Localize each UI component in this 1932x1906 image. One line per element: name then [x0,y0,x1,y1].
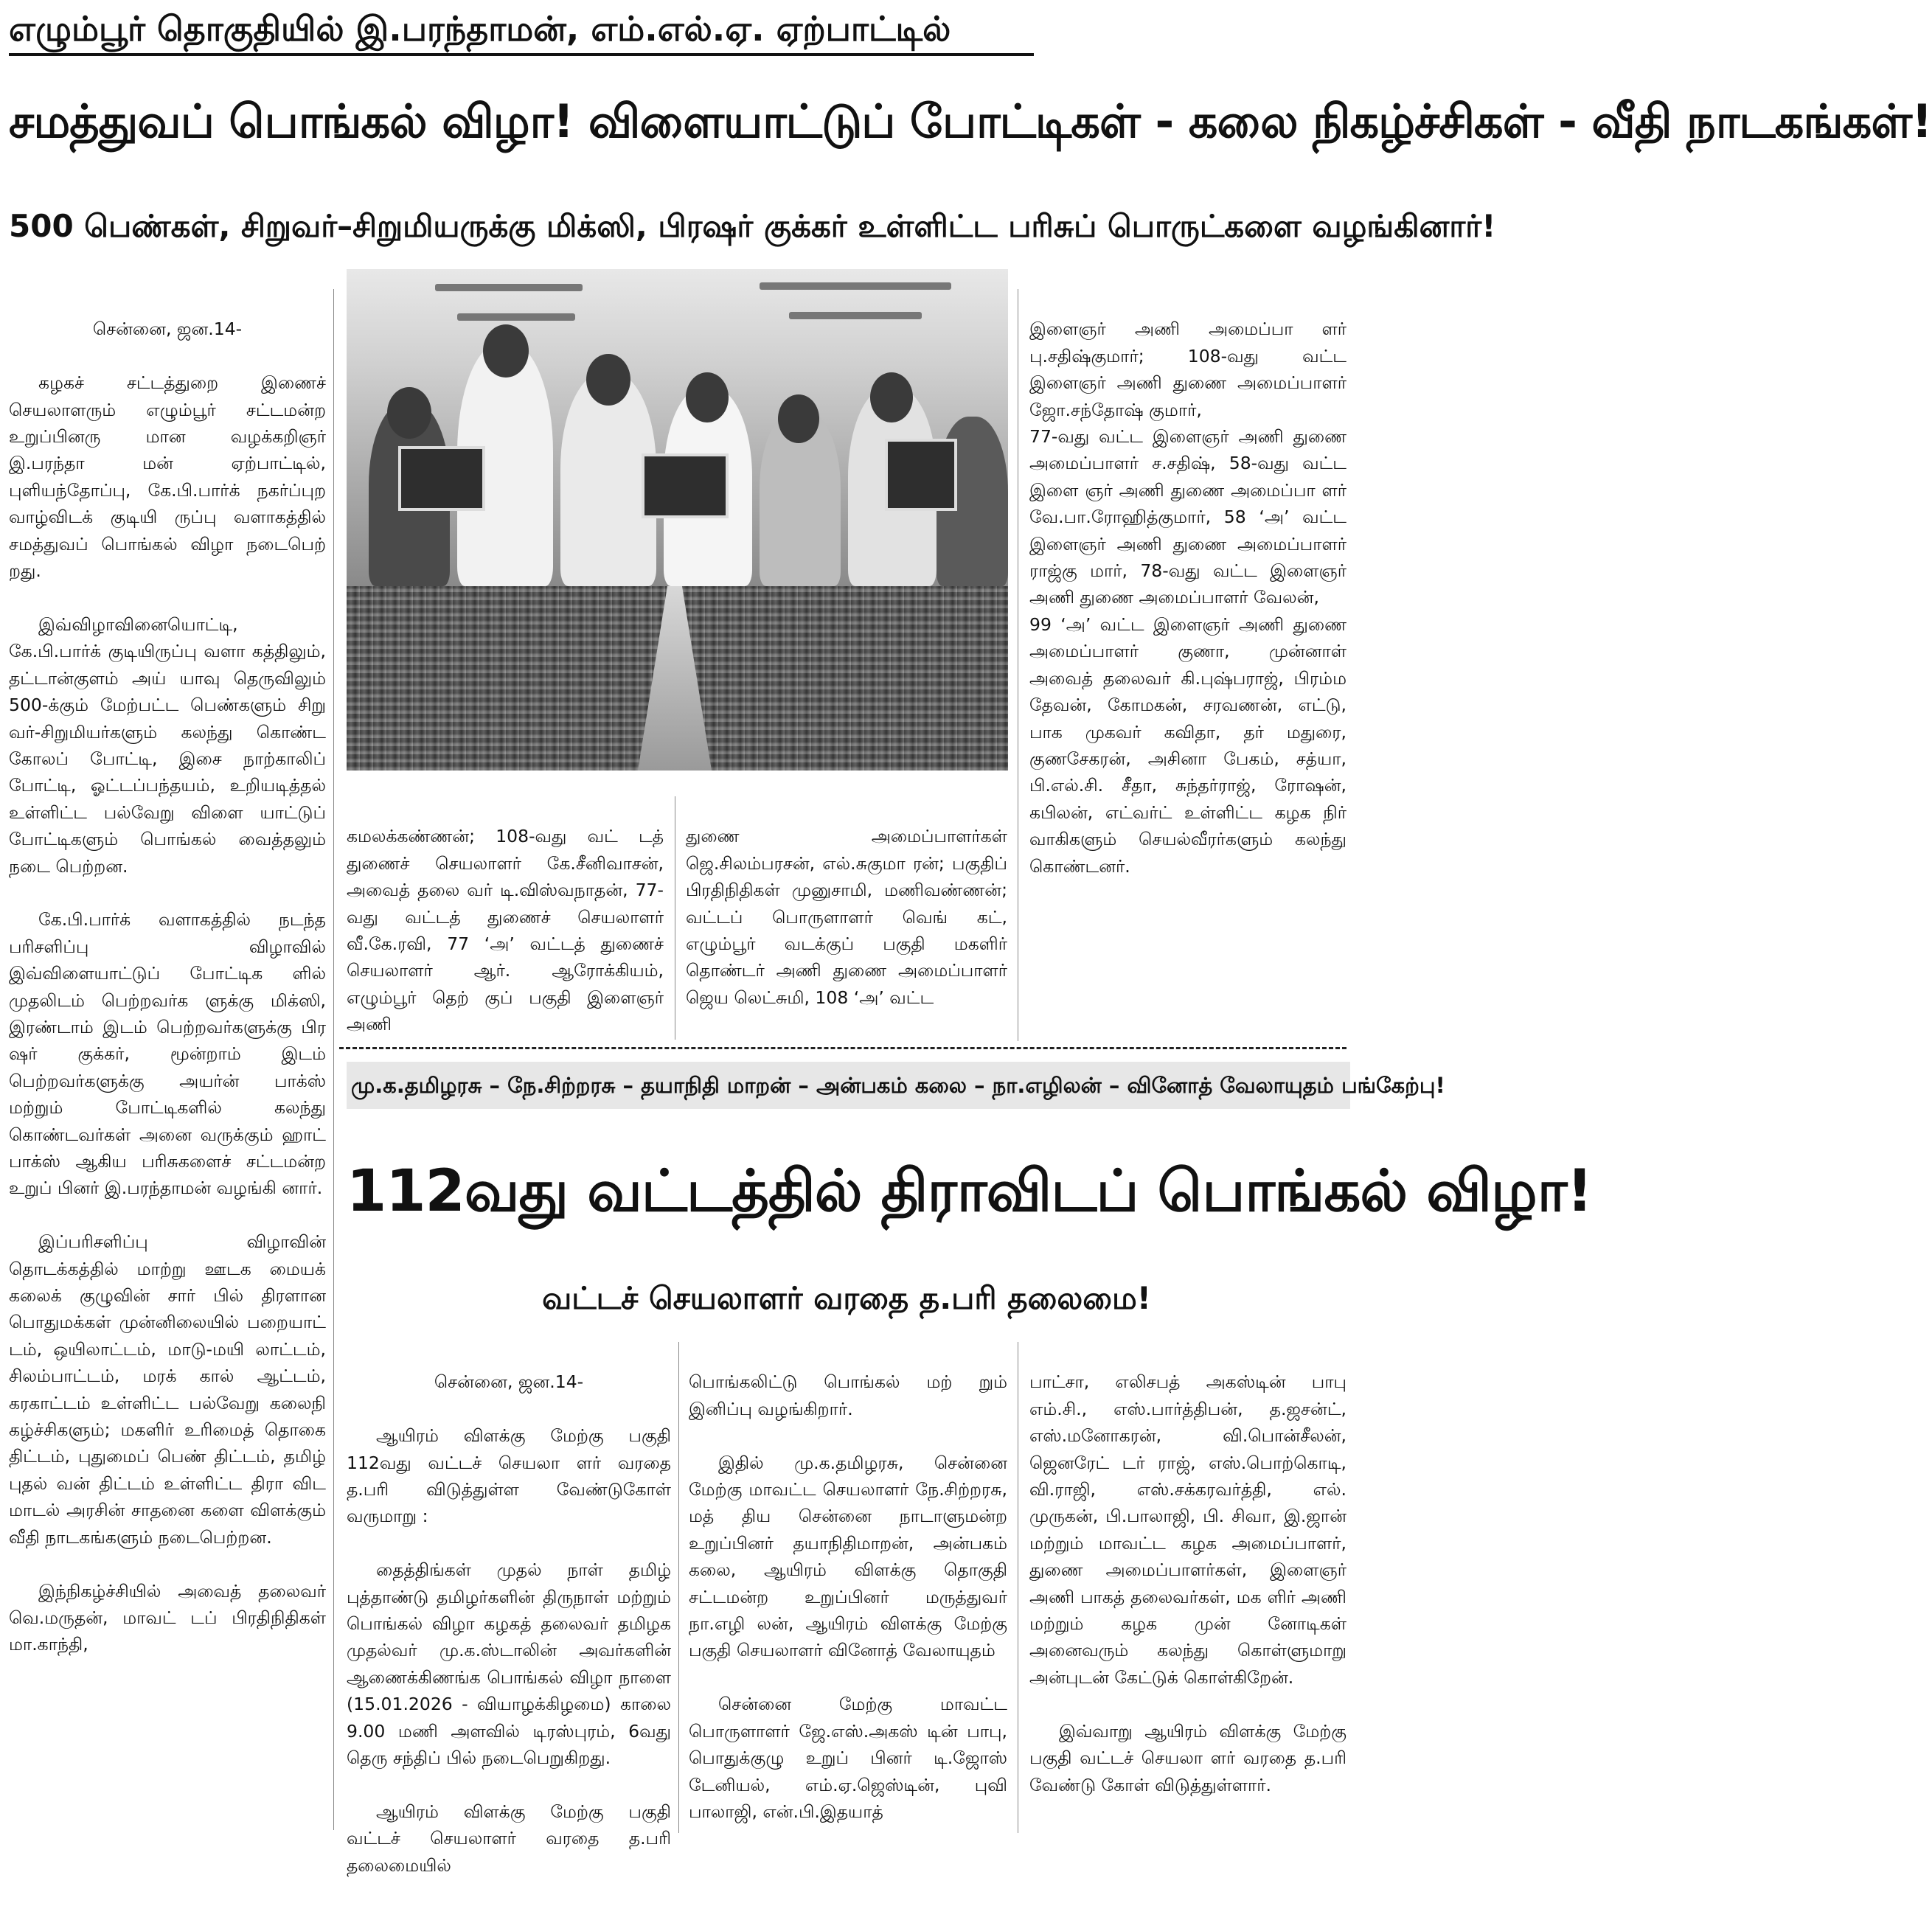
article2-paragraph: இதில் மு.க.தமிழரசு, சென்னை மேற்கு மாவட்ட செயலாளர் நே.சிற்றரசு, மத் திய சென்னை நாடாளுமன்ற உறுப்பினர் தயாநிதிமாறன், அன்பகம் கலை, ஆயிரம் விளக்கு தொகுதி சட்டமன்ற உறுப்பினர் மருத்துவர் நா.எழி லன், ஆயிரம் விளக்கு மேற்கு பகுதி செயலாளர் வினோத் வேலாயுதம் [689,1452,1007,1661]
article1-middle-column-1 [347,796,664,1040]
article1-middle-column-2 [686,796,1007,1040]
article2-paragraph: ஆயிரம் விளக்கு மேற்கு பகுதி வட்டச் செயலாளர் வரதை த.பரி தலைமையில் [347,1801,671,1876]
article2-strap: மு.க.தமிழரசு – நே.சிற்றரசு – தயாநிதி மாறன் – அன்பகம் கலை – நா.எழிலன் – வினோத் வேலாயுதம் பங்கேற்பு! [347,1062,1350,1109]
crowd-photo [347,586,1008,771]
article2-paragraph: ஆயிரம் விளக்கு மேற்கு பகுதி 112வது வட்டச் செயலா ளர் வரதை த.பரி விடுத்துள்ள வேண்டுகோள் வருமாறு : [347,1425,671,1527]
article1-paragraph: கமலக்கண்ணன்; 108-வது வட் டத் துணைச் செயலாளர் கே.சீனிவாசன், அவைத் தலை வர் டி.விஸ்வநாதன், 77-வது வட்டத் துணைச் செயலாளர் வீ.கே.ரவி, 77 ‘அ’ வட்டத் துணைச் செயலாளர் ஆர். ஆரோக்கியம், எழும்பூர் தெற் குப் பகுதி இளைஞர் அணி [347,826,664,1035]
article2-paragraph: இவ்வாறு ஆயிரம் விளக்கு மேற்கு பகுதி வட்டச் செயலா ளர் வரதை த.பரி வேண்டு கோள் விடுத்துள்ளார். [1029,1720,1347,1795]
article1-paragraph: இந்நிகழ்ச்சியில் அவைத் தலைவர் வெ.மருதன், மாவட் டப் பிரதிநிதிகள் மா.காந்தி, [9,1580,326,1655]
article1-paragraph: இப்பரிசளிப்பு விழாவின் தொடக்கத்தில் மாற்று ஊடக மையக் கலைக் குழுவின் சார் பில் திரளான பொதுமக்கள் முன்னிலையில் பறையாட் டம், ஒயிலாட்டம், மாடு-மயி லாட்டம், சிலம்பாட்டம், மரக் கால் ஆட்டம், கரகாட்டம் உள்ளிட்ட பல்வேறு கலைநி கழ்ச்சிகளும்; மகளிர் உரிமைத் தொகை திட்டம், புதுமைப் பெண் திட்டம், தமிழ் புதல் வன் திட்டம் உள்ளிட்ட திரா விட மாடல் அரசின் சாதனை களை விளக்கும் வீதி நாடகங்களும் நடைபெற்றன. [9,1231,326,1548]
article2-paragraph: பொங்கலிட்டு பொங்கல் மற் றும் இனிப்பு வழங்கிறார். [689,1371,1007,1419]
article1-paragraph: துணை அமைப்பாளர்கள் ஜெ.சிலம்பரசன், எல்.சுகுமா ரன்; பகுதிப் பிரதிநிதிகள் முனுசாமி, மணிவண்ணன்; வட்டப் பொருளாளர் வெங் கட், எழும்பூர் வடக்குப் பகுதி மகளிர் தொண்டர் அணி துணை அமைப்பாளர் ஜெய லெட்சுமி, 108 ‘அ’ வட்ட [686,826,1007,1008]
column-rule [333,289,334,1830]
article1-paragraph: கே.பி.பார்க் வளாகத்தில் நடந்த பரிசளிப்பு விழாவில் இவ்விளையாட்டுப் போட்டிக ளில் முதலிடம் பெற்றவர்க ளுக்கு மிக்ஸி, இரண்டாம் இடம் பெற்றவர்களுக்கு பிர ஷர் குக்கர், மூன்றாம் இடம் பெற்றவர்களுக்கு அயர்ன் பாக்ஸ் மற்றும் போட்டிகளில் கலந்து கொண்டவர்கள் அனை வருக்கும் ஹாட் பாக்ஸ் ஆகிய பரிசுகளைச் சட்டமன்ற உறுப் பினர் இ.பரந்தாமன் வழங்கி னார். [9,909,326,1199]
article1-paragraph: கழகச் சட்டத்துறை இணைச் செயலாளரும் எழும்பூர் சட்டமன்ற உறுப்பினரு மான வழக்கறிஞர் இ.பரந்தா மன் ஏற்பாட்டில், புளியந்தோப்பு, கே.பி.பார்க் நகர்ப்புற வாழ்விடக் குடியி ருப்பு வளாகத்தில் சமத்துவப் பொங்கல் விழா நடைபெற் றது. [9,372,326,582]
article2-column-3 [1029,1342,1347,1833]
event-photo [347,269,1008,771]
column-rule [678,1342,679,1833]
article2-column-2 [689,1342,1007,1833]
article1-right-column [1029,289,1347,1041]
article2-subhead: வட்டச் செயலாளர் வரதை த.பரி தலைமை! [542,1280,1151,1316]
article1-paragraph: இளைஞர் அணி அமைப்பா ளர் பு.சதிஷ்குமார்; 108-வது வட்ட இளைஞர் அணி துணை அமைப்பாளர் ஜோ.சந்தோஷ் குமார், 77-வது வட்ட இளைஞர் அணி துணை அமைப்பாளர் ச.சதிஷ், 58-வது வட்ட இளை ஞர் அணி துணை அமைப்பா ளர் வே.பா.ரோஹித்குமார், 58 ‘அ’ வட்ட இளைஞர் அணி துணை அமைப்பாளர் ராஜ்கு மார், 78-வது வட்ட இளைஞர் அணி துணை அமைப்பாளர் வேலன், 99 ‘அ’ வட்ட இளைஞர் அணி துணை அமைப்பாளர் குணா, முன்னாள் அவைத் தலைவர் கி.புஷ்பராஜ், பிரம்ம தேவன், கோமகன், சரவணன், எட்டு, பாக முகவர் கவிதா, தர் மதுரை, குணசேகரன், அசினா பேகம், சத்யா, பி.எல்.சி. சீதா, சுந்தர்ராஜ், ரோஷன், கபிலன், எட்வர்ட் உள்ளிட்ட கழக நிர் வாகிகளும் செயல்வீரர்களும் கலந்து கொண்டனர். [1029,319,1347,877]
article1-headline: சமத்துவப் பொங்கல் விழா! விளையாட்டுப் போட்டிகள் - கலை நிகழ்ச்சிகள் - வீதி நாடகங்கள்! [9,94,1932,148]
article-divider [339,1047,1347,1051]
article1-subhead: 500 பெண்கள், சிறுவர்–சிறுமியருக்கு மிக்ஸி, பிரஷர் குக்கர் உள்ளிட்ட பரிசுப் பொருட்களை வழங்கினார்! [9,208,1496,244]
article2-headline: 112வது வட்டத்தில் திராவிடப் பொங்கல் விழா! [347,1158,1593,1225]
stage-photo [347,269,1008,586]
article2-paragraph: பாட்சா, எலிசபத் அகஸ்டின் பாபு எம்.சி., எஸ்.பார்த்திபன், த.ஜசன்ட், எஸ்.மனோகரன், வி.பொன்சீலன், ஜெனரேட் டர் ராஜ், எஸ்.பொற்கொடி, வி.ராஜி, எஸ்.சக்கரவர்த்தி, எல். முருகன், பி.பாலாஜி, பி. சிவா, இ.ஜான் மற்றும் மாவட்ட கழக அமைப்பாளர், துணை அமைப்பாளர்கள், இளைஞர் அணி பாகத் தலைவர்கள், மக ளிர் அணி மற்றும் கழக முன் னோடிகள் அனைவரும் கலந்து கொள்ளுமாறு அன்புடன் கேட்டுக் கொள்கிறேன். [1029,1371,1347,1688]
article2-dateline: சென்னை, ஜன.14- [434,1371,584,1393]
article1-dateline: சென்னை, ஜன.14- [92,319,243,340]
article2-paragraph: சென்னை மேற்கு மாவட்ட பொருளாளர் ஜே.எஸ்.அகஸ் டின் பாபு, பொதுக்குழு உறுப் பினர் டி.ஜோஸ் டேனியல், எம்.ஏ.ஜெஸ்டின், புவி பாலாஜி, என்.பி.இதயாத் [689,1694,1007,1822]
article2-paragraph: தைத்திங்கள் முதல் நாள் தமிழ் புத்தாண்டு தமிழர்களின் திருநாள் மற்றும் பொங்கல் விழா கழகத் தலைவர் தமிழக முதல்வர் மு.க.ஸ்டாலின் அவர்களின் ஆணைக்கிணங்க பொங்கல் விழா நாளை (15.01.2026 - வியாழக்கிழமை) காலை 9.00 மணி அளவில் டிரஸ்புரம், 6வது தெரு சந்திப் பில் நடைபெறுகிறது. [347,1559,671,1769]
article1-kicker: எழும்பூர் தொகுதியில் இ.பரந்தாமன், எம்.எல்.ஏ. ஏற்பாட்டில் [9,4,1034,56]
article1-left-column [9,289,326,1830]
article1-paragraph: இவ்விழாவினையொட்டி, கே.பி.பார்க் குடியிருப்பு வளா கத்திலும், தட்டான்குளம் அய் யாவு தெருவிலும் 500-க்கும் மேற்பட்ட பெண்களும் சிறு வர்-சிறுமியர்களும் கலந்து கொண்ட கோலப் போட்டி, இசை நாற்காலிப் போட்டி, ஓட்டப்பந்தயம், உறியடித்தல் உள்ளிட்ட பல்வேறு விளை யாட்டுப் போட்டிகளும் பொங்கல் வைத்தலும் நடை பெற்றன. [9,613,326,877]
article2-column-1 [347,1342,671,1876]
